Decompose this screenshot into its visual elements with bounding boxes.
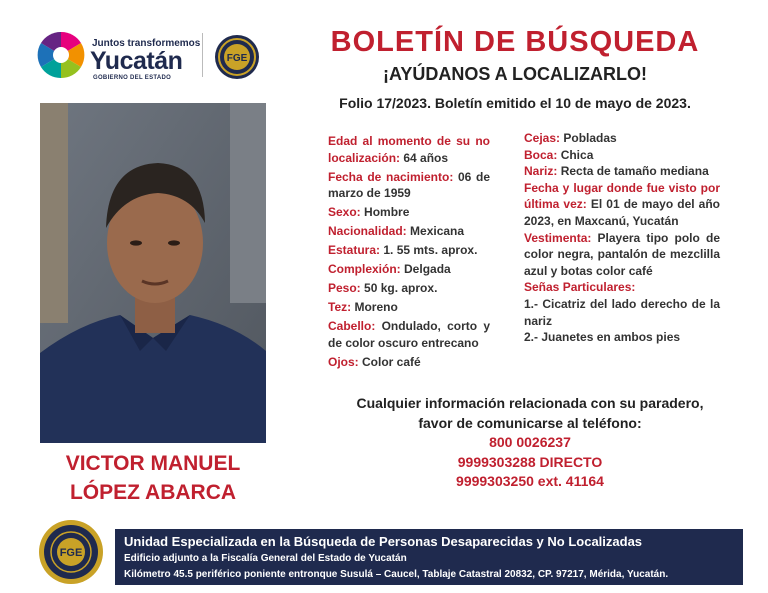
fge-seal-label: FGE — [226, 53, 248, 64]
detail-label: Estatura: — [328, 243, 381, 258]
detail-value: Playera tipo polo de color negra, pantalón de mezclilla azul y botas color café — [524, 230, 720, 278]
detail-senas — [524, 279, 720, 296]
detail-label: Cabello: — [328, 319, 376, 334]
detail-label: Edad al momento de su no localización: — [328, 134, 490, 165]
detail-ojos — [328, 354, 490, 371]
detail-sexo — [328, 204, 490, 221]
detail-nacionalidad — [328, 223, 490, 240]
detail-value: 06 de marzo de 1959 — [328, 169, 490, 201]
detail-complexion — [328, 261, 490, 278]
folio-line: Folio 17/2023. Boletín emitido el 10 de mayo de 2023. — [339, 95, 691, 111]
detail-label: Boca: — [524, 147, 558, 162]
detail-value: Color café — [362, 354, 421, 369]
person-photo — [40, 103, 266, 443]
detail-visto — [524, 180, 720, 230]
detail-boca — [524, 147, 720, 164]
detail-label: Señas Particulares: — [524, 280, 636, 295]
yucatan-logo-icon — [36, 30, 86, 80]
logo-divider — [202, 33, 203, 77]
detail-value: 1. 55 mts. aprox. — [383, 243, 478, 258]
footer-building: Edificio adjunto a la Fiscalía General del Estado de Yucatán — [124, 553, 407, 564]
detail-edad — [328, 133, 490, 166]
detail-vestimenta — [524, 230, 720, 280]
detail-value: El 01 de mayo del año 2023, en Maxcanú, Yucatán — [524, 197, 720, 228]
bulletin-title: BOLETÍN DE BÚSQUEDA — [330, 26, 700, 58]
detail-label: Fecha de nacimiento: — [328, 169, 454, 184]
detail-label: Sexo: — [328, 205, 361, 220]
person-name-line2: LÓPEZ ABARCA — [69, 481, 237, 504]
logo-name: Yucatán — [90, 47, 183, 75]
fge-footer-seal-icon — [38, 519, 104, 585]
detail-tez — [328, 299, 490, 316]
detail-value: Chica — [560, 147, 594, 162]
phone-number-3[interactable]: 9999303250 ext. 41164 — [456, 473, 604, 489]
logo-tagline: Juntos transformemos — [92, 38, 201, 49]
detail-peso — [328, 280, 490, 297]
contact-line2: favor de comunicarse al teléfono: — [418, 414, 642, 431]
detail-estatura — [328, 242, 490, 259]
detail-value: Mexicana — [410, 224, 465, 239]
detail-value: 50 kg. aprox. — [364, 281, 438, 296]
detail-value: Recta de tamaño mediana — [560, 164, 709, 179]
footer-address: Kilómetro 45.5 periférico poniente entronque Susulá – Caucel, Tablaje Catastral 20832, CP. 97217, Mérida, Yucatán. — [124, 569, 669, 580]
phone-number-1[interactable]: 800 0026237 — [489, 434, 571, 450]
detail-label: Vestimenta: — [524, 230, 592, 245]
detail-value: Delgada — [404, 262, 451, 277]
contact-line1: Cualquier información relacionada con su paradero, — [356, 395, 704, 411]
detail-label: Tez: — [328, 300, 352, 315]
detail-label: Fecha y lugar donde fue visto por última vez: — [524, 180, 720, 212]
detail-label: Nariz: — [524, 164, 558, 179]
sena-item-2: 2.- Juanetes en ambos pies — [524, 330, 681, 345]
person-name-line1: VICTOR MANUEL — [65, 452, 241, 475]
logo-government: GOBIERNO DEL ESTADO — [93, 75, 172, 81]
footer-unit-name: Unidad Especializada en la Búsqueda de Personas Desaparecidas y No Localizadas — [124, 534, 643, 549]
contact-block — [330, 394, 730, 492]
bulletin-subtitle: ¡AYÚDANOS A LOCALIZARLO! — [383, 64, 647, 84]
detail-label: Nacionalidad: — [328, 224, 407, 239]
detail-cejas — [524, 130, 720, 147]
footer-bar — [115, 529, 743, 585]
sena-item-1: 1.- Cicatriz del lado derecho de la nariz — [524, 296, 720, 328]
detail-value: Ondulado, corto y de color oscuro entrecano — [328, 319, 490, 350]
detail-value: Hombre — [364, 205, 410, 220]
detail-label: Peso: — [328, 281, 361, 296]
details-right — [524, 130, 720, 346]
detail-cabello — [328, 318, 490, 351]
detail-label: Cejas: — [524, 131, 561, 145]
detail-value: Pobladas — [563, 131, 617, 145]
detail-value: Moreno — [354, 300, 398, 315]
fge-seal-icon — [214, 34, 260, 80]
footer-seal-label: FGE — [59, 547, 83, 559]
detail-nacimiento — [328, 169, 490, 202]
detail-label: Complexión: — [328, 262, 401, 277]
detail-value: 64 años — [403, 150, 449, 165]
phone-number-2[interactable]: 9999303288 DIRECTO — [457, 453, 603, 470]
detail-nariz — [524, 163, 720, 180]
details-left — [328, 133, 490, 370]
detail-label: Ojos: — [328, 354, 359, 369]
